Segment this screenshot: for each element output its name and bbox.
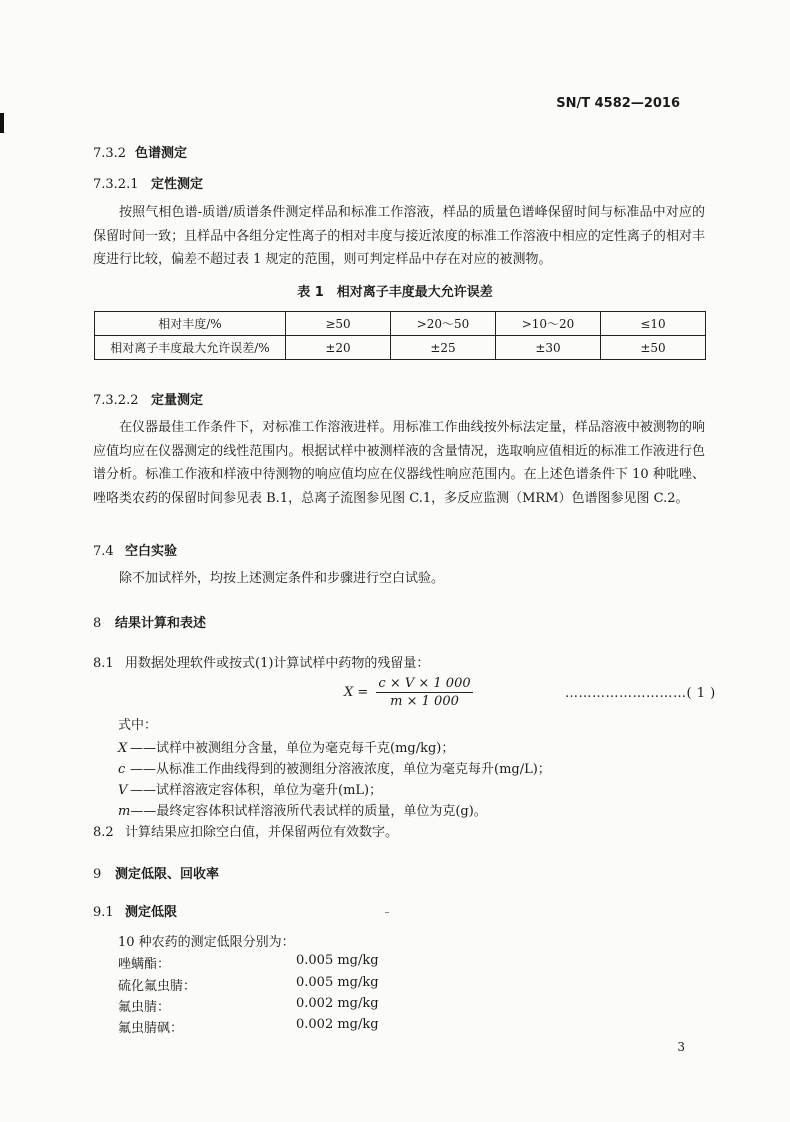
section-title: 测定低限 xyxy=(125,905,178,920)
lod-compound-value: 0.002 mg/kg xyxy=(296,996,379,1011)
table-cell: 相对丰度/% xyxy=(95,312,286,336)
section-number: 7.4 xyxy=(93,544,114,559)
variable-definition xyxy=(118,800,487,819)
variable-symbol: c xyxy=(118,762,126,777)
variable-symbol: m xyxy=(118,804,131,819)
formula-denominator: m × 1 000 xyxy=(390,694,459,709)
table-cell: ≥50 xyxy=(286,312,391,336)
table-cell: 相对离子丰度最大允许误差/% xyxy=(95,336,286,360)
variable-definition xyxy=(118,758,551,777)
section-title: 空白实验 xyxy=(125,544,178,559)
section-number: 7.3.2 xyxy=(93,146,127,161)
standard-number: SN/T 4582—2016 xyxy=(556,96,680,111)
formula-numerator: c × V × 1 000 xyxy=(378,676,471,691)
table-cell: >20～50 xyxy=(391,312,496,336)
section-text: 用数据处理软件或按式(1)计算试样中药物的残留量： xyxy=(125,656,430,671)
section-number: 8 xyxy=(93,616,102,631)
variable-symbol: V xyxy=(118,783,128,798)
equation-number: ………………………( 1 ) xyxy=(565,686,716,701)
formula-1 xyxy=(344,676,473,709)
variable-description: ——试样中被测组分含量，单位为毫克每千克(mg/kg)； xyxy=(130,741,455,756)
section-number: 8.2 xyxy=(93,825,114,840)
formula-lhs: X = xyxy=(344,685,369,700)
lod-compound-value: 0.005 mg/kg xyxy=(296,975,379,990)
variable-symbol: X xyxy=(118,741,128,756)
section-text: 计算结果应扣除空白值，并保留两位有效数字。 xyxy=(125,825,399,840)
page-number: 3 xyxy=(677,1040,685,1054)
section-number: 9.1 xyxy=(93,905,114,920)
lod-compound-value: 0.005 mg/kg xyxy=(296,953,379,968)
table-cell: ±30 xyxy=(496,336,601,360)
table-cell: ≤10 xyxy=(601,312,706,336)
section-title: 色谱测定 xyxy=(135,146,188,161)
quantitative-paragraph: 在仪器最佳工作条件下，对标准工作溶液进样。用标准工作曲线按外标法定量，样品溶液中被测物的响应值均应在仪器测定的线性范围内。根据试样中被测样液的含量情况，选取响应值相近的标准工作液进行色谱分析。标准工作液和样液中待测物的响应值均应在仪器线性响应范围内。在上述色谱条件下 10 种吡唑、唑咯类农药的保留时间参见表 B.1，总离子流图参见图 C.1，多反应监测（MRM）色谱图参见图 C.2。 xyxy=(93,420,705,506)
table-1 xyxy=(94,311,706,360)
section-9-heading xyxy=(93,863,219,882)
variable-description: ——试样溶液定容体积，单位为毫升(mL)； xyxy=(130,783,383,798)
table-1-caption: 表 1 相对离子丰度最大允许误差 xyxy=(297,285,493,300)
section-8-2 xyxy=(93,821,398,840)
lod-compound-value: 0.002 mg/kg xyxy=(296,1017,379,1032)
section-number: 7.3.2.2 xyxy=(93,393,139,408)
table-row xyxy=(95,312,706,336)
section-7-3-2-2-heading xyxy=(93,389,203,408)
section-7-4-heading xyxy=(93,540,177,559)
section-7-3-2-1-heading xyxy=(93,173,203,192)
blank-test-paragraph: 除不加试样外，均按上述测定条件和步骤进行空白试验。 xyxy=(119,571,445,586)
section-8-1 xyxy=(93,652,429,671)
section-7-3-2-heading xyxy=(93,142,187,161)
scan-edge-mark xyxy=(0,113,4,133)
variable-description: ——最终定容体积试样溶液所代表试样的质量，单位为克(g)。 xyxy=(130,804,487,819)
scan-speck xyxy=(385,912,389,913)
table-cell: ±25 xyxy=(391,336,496,360)
section-number: 9 xyxy=(93,867,102,882)
section-number: 7.3.2.1 xyxy=(93,177,139,192)
table-row xyxy=(95,336,706,360)
lod-compound-name: 硫化氟虫腈： xyxy=(118,979,197,994)
table-cell: ±20 xyxy=(286,336,391,360)
table-cell: >10～20 xyxy=(496,312,601,336)
section-title: 结果计算和表述 xyxy=(115,616,207,631)
variable-definition xyxy=(118,779,382,798)
section-9-1-heading xyxy=(93,901,177,920)
section-number: 8.1 xyxy=(93,656,114,671)
lod-intro: 10 种农药的测定低限分别为： xyxy=(118,935,295,950)
variable-definition xyxy=(118,737,454,756)
where-label: 式中： xyxy=(118,718,158,733)
table-cell: ±50 xyxy=(601,336,706,360)
lod-compound-name: 唑螨酯： xyxy=(118,957,171,972)
section-title: 测定低限、回收率 xyxy=(115,867,220,882)
lod-compound-name: 氟虫腈砜： xyxy=(118,1021,184,1036)
formula-fraction xyxy=(376,676,472,709)
section-title: 定性测定 xyxy=(151,177,204,192)
qualitative-paragraph: 按照气相色谱-质谱/质谱条件测定样品和标准工作溶液，样品的质量色谱峰保留时间与标准品中对应的保留时间一致；且样品中各组分定性离子的相对丰度与接近浓度的标准工作溶液中相应的定性离子的相对丰度进行比较，偏差不超过表 1 规定的范围，则可判定样品中存在对应的被测物。 xyxy=(93,205,705,267)
section-title: 定量测定 xyxy=(151,393,204,408)
variable-description: ——从标准工作曲线得到的被测组分溶液浓度，单位为毫克每升(mg/L)； xyxy=(130,762,551,777)
section-8-heading xyxy=(93,612,206,631)
lod-compound-name: 氟虫腈： xyxy=(118,1000,171,1015)
